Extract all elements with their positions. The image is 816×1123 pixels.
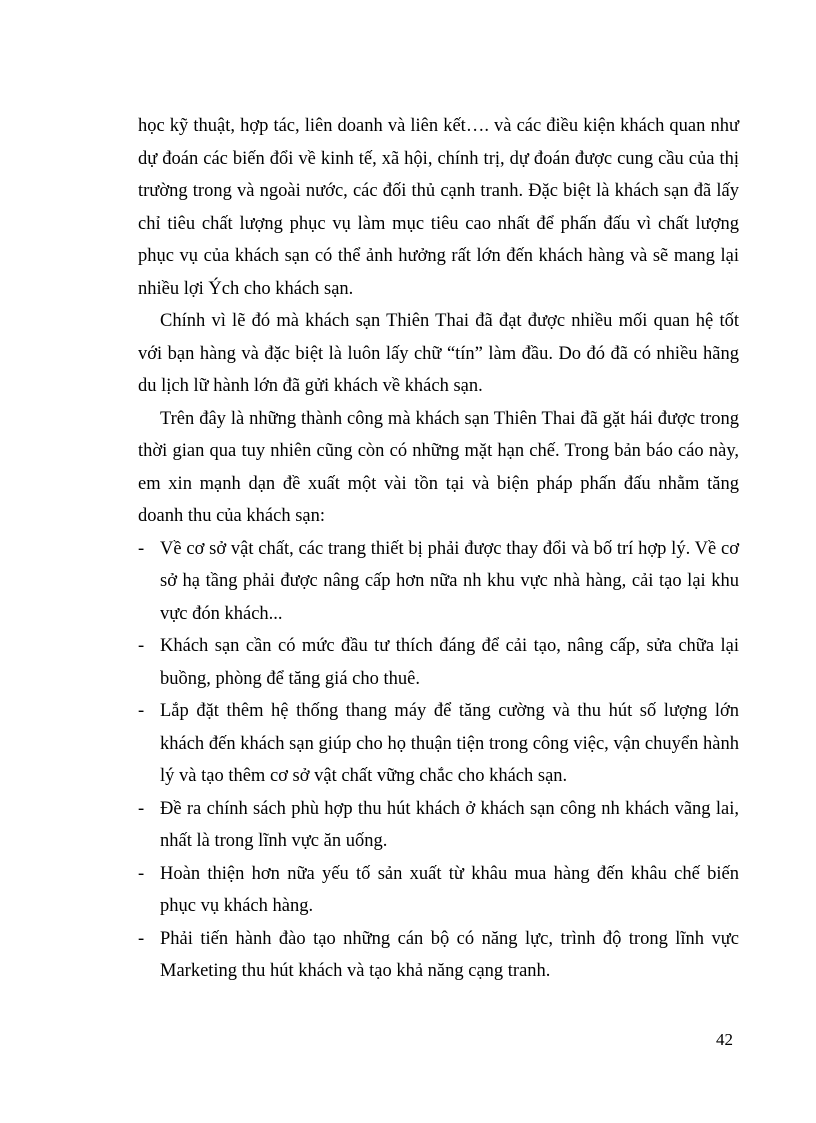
bullet-dash: - xyxy=(138,863,145,884)
paragraph-relationships: Chính vì lẽ đó mà khách sạn Thiên Thai đã đạt được nhiều mối quan hệ tốt với bạn hàng và đặc biệt là luôn lấy chữ “tín” làm đầu. Do đó đã có nhiều hãng du lịch lữ hành lớn đã gửi khách về khách sạn. xyxy=(138,311,739,396)
bullet-dash: - xyxy=(138,701,145,721)
bullet-dash: - xyxy=(138,928,145,949)
list-item xyxy=(138,630,739,695)
list-item-text: Về cơ sở vật chất, các trang thiết bị phải được thay đổi và bố trí hợp lý. Về cơ sở hạ tầng phải được nâng cấp hơn nữa nh khu vực nhà hàng, cải tạo lại khu vực đón khách... xyxy=(160,538,739,624)
bullet-dash: - xyxy=(138,538,145,559)
document-page xyxy=(138,110,739,988)
list-item xyxy=(138,533,739,631)
list-item-text: Lắp đặt thêm hệ thống thang máy để tăng cường và thu hút số lượng lớn khách đến khách sạn giúp cho họ thuận tiện trong công việc, vận chuyển hành lý và tạo thêm cơ sở vật chất vững chắc cho khách sạn. xyxy=(160,701,739,786)
bullet-dash: - xyxy=(138,798,145,819)
list-item xyxy=(138,858,739,923)
paragraph-proposals-intro: Trên đây là những thành công mà khách sạn Thiên Thai đã gặt hái được trong thời gian qua tuy nhiên cũng còn có những mặt hạn chế. Trong bản báo cáo này, em xin mạnh dạn đề xuất một vài tồn tại và biện pháp phấn đấu nhằm tăng doanh thu của khách sạn: xyxy=(138,408,739,526)
list-item xyxy=(138,793,739,858)
list-item xyxy=(138,923,739,988)
list-item-text: Phải tiến hành đào tạo những cán bộ có năng lực, trình độ trong lĩnh vực Marketing thu hút khách và tạo khả năng cạng tranh. xyxy=(160,928,739,981)
list-item xyxy=(138,695,739,793)
paragraph-continuation: học kỹ thuật, hợp tác, liên doanh và liên kết…. và các điều kiện khách quan như dự đoán các biến đổi về kinh tế, xã hội, chính trị, dự đoán được cung cầu của thị trường trong và ngoài nước, các đối thủ cạnh tranh. Đặc biệt là khách sạn đã lấy chỉ tiêu chất lượng phục vụ làm mục tiêu cao nhất để phấn đấu vì chất lượng phục vụ của khách sạn có thể ảnh hưởng rất lớn đến khách hàng và sẽ mang lại nhiều lợi Ých cho khách sạn. xyxy=(138,116,739,299)
page-number: 42 xyxy=(716,1030,733,1049)
proposal-list xyxy=(138,533,739,988)
list-item-text: Khách sạn cần có mức đầu tư thích đáng để cải tạo, nâng cấp, sửa chữa lại buồng, phòng để tăng giá cho thuê. xyxy=(160,636,739,689)
list-item-text: Hoàn thiện hơn nữa yếu tố sản xuất từ khâu mua hàng đến khâu chế biến phục vụ khách hàng. xyxy=(160,863,739,916)
bullet-dash: - xyxy=(138,636,145,656)
list-item-text: Đề ra chính sách phù hợp thu hút khách ở khách sạn công nh khách vãng lai, nhất là trong lĩnh vực ăn uống. xyxy=(160,798,739,851)
